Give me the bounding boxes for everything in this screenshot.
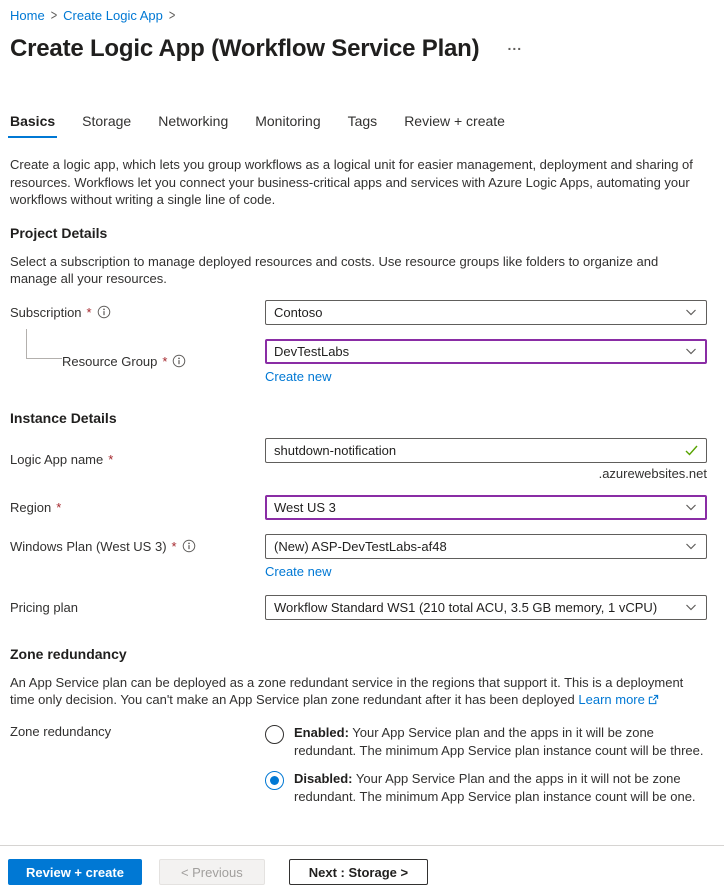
- chevron-down-icon: [684, 539, 698, 553]
- info-icon[interactable]: [172, 354, 186, 368]
- learn-more-label: Learn more: [578, 692, 645, 707]
- tab-basics[interactable]: Basics: [10, 113, 55, 138]
- option-disabled-description: Your App Service Plan and the apps in it will not be zone redundant. The minimum App Service plan instance count will be one.: [294, 770, 696, 804]
- resource-group-dropdown[interactable]: [265, 339, 707, 364]
- required-marker: *: [162, 353, 168, 369]
- required-marker: *: [56, 499, 62, 515]
- chevron-down-icon: [684, 305, 698, 319]
- tab-tags[interactable]: Tags: [347, 113, 378, 129]
- radio-button-icon: [265, 725, 284, 744]
- learn-more-link[interactable]: [578, 692, 658, 707]
- hierarchy-connector-line: [26, 329, 62, 359]
- option-enabled-text: [294, 724, 705, 760]
- title-row: [10, 35, 707, 63]
- resource-group-row: [10, 339, 707, 384]
- resource-group-value: DevTestLabs: [274, 343, 350, 359]
- tab-storage[interactable]: Storage: [82, 113, 132, 129]
- domain-suffix: .azurewebsites.net: [598, 465, 707, 481]
- pricing-plan-dropdown[interactable]: [265, 595, 707, 620]
- radio-button-icon: [265, 771, 284, 790]
- tab-review-create[interactable]: Review + create: [404, 113, 505, 129]
- windows-plan-value: (New) ASP-DevTestLabs-af48: [274, 538, 447, 554]
- tab-monitoring[interactable]: Monitoring: [255, 113, 321, 129]
- intro-text: Create a logic app, which lets you group workflows as a logical unit for easier management, deployment and sharing of resources. Workflows let you connect your business-critical apps and services with Azure Logic Apps, automating your workflows without writing a single line of code.: [10, 157, 693, 207]
- option-enabled-name: Enabled:: [294, 724, 349, 740]
- windows-plan-label: Windows Plan (West US 3): [10, 538, 167, 554]
- info-icon[interactable]: [182, 539, 196, 553]
- option-enabled-description: Your App Service plan and the apps in it will be zone redundant. The minimum App Service plan instance count will be three.: [294, 724, 704, 758]
- chevron-down-icon: [684, 344, 698, 358]
- resource-group-label: Resource Group: [62, 353, 158, 369]
- required-marker: *: [171, 538, 177, 554]
- subscription-label: Subscription: [10, 304, 82, 320]
- zone-redundancy-label: Zone redundancy: [10, 723, 112, 739]
- subscription-dropdown[interactable]: [265, 300, 707, 325]
- page-title: Create Logic App (Workflow Service Plan): [10, 35, 480, 62]
- zone-redundancy-row: [10, 724, 707, 806]
- subscription-row: [10, 300, 707, 325]
- section-heading-project-details: Project Details: [10, 224, 108, 241]
- logic-app-name-row: [10, 438, 707, 481]
- windows-plan-row: [10, 534, 707, 579]
- zone-redundancy-description: [10, 674, 707, 710]
- more-options-icon[interactable]: ...: [507, 37, 523, 53]
- breadcrumb-link-create-logic-app[interactable]: Create Logic App: [63, 8, 163, 23]
- wizard-footer: [0, 845, 724, 892]
- section-heading-zone-redundancy: Zone redundancy: [10, 645, 127, 662]
- project-details-description: Select a subscription to manage deployed resources and costs. Use resource groups like folders to organize and manage all your resources.: [10, 253, 659, 286]
- zone-redundancy-form: [10, 724, 707, 806]
- pricing-plan-row: [10, 595, 707, 620]
- option-disabled-name: Disabled:: [294, 770, 353, 786]
- region-value: West US 3: [274, 499, 336, 515]
- external-link-icon: [648, 692, 659, 710]
- resource-group-create-new-link[interactable]: Create new: [265, 368, 332, 384]
- breadcrumb: [10, 8, 707, 23]
- pricing-plan-label: Pricing plan: [10, 599, 78, 615]
- breadcrumb-separator-icon: >: [168, 7, 176, 24]
- next-storage-button[interactable]: Next : Storage >: [289, 859, 428, 885]
- option-disabled-text: [294, 770, 705, 806]
- chevron-down-icon: [684, 500, 698, 514]
- zone-redundancy-option-disabled[interactable]: [265, 770, 705, 806]
- valid-check-icon: [685, 444, 698, 457]
- tab-bar: [10, 113, 707, 139]
- windows-plan-dropdown[interactable]: [265, 534, 707, 559]
- logic-app-name-label: Logic App name: [10, 451, 104, 467]
- zone-redundancy-radio-group: [265, 724, 705, 806]
- project-details-form: [10, 300, 707, 384]
- region-dropdown[interactable]: [265, 495, 707, 520]
- previous-button[interactable]: < Previous: [159, 859, 265, 885]
- breadcrumb-link-home[interactable]: Home: [10, 8, 45, 23]
- zone-redundancy-option-enabled[interactable]: [265, 724, 705, 760]
- pricing-plan-value: Workflow Standard WS1 (210 total ACU, 3.5 GB memory, 1 vCPU): [274, 599, 658, 615]
- section-heading-instance-details: Instance Details: [10, 409, 117, 426]
- region-row: [10, 495, 707, 520]
- logic-app-name-value: shutdown-notification: [274, 442, 397, 458]
- info-icon[interactable]: [97, 305, 111, 319]
- review-create-button[interactable]: Review + create: [8, 859, 142, 885]
- breadcrumb-separator-icon: >: [50, 7, 58, 24]
- subscription-value: Contoso: [274, 304, 323, 320]
- tab-networking[interactable]: Networking: [158, 113, 229, 129]
- region-label: Region: [10, 499, 52, 515]
- required-marker: *: [86, 304, 92, 320]
- chevron-down-icon: [684, 600, 698, 614]
- required-marker: *: [108, 451, 114, 467]
- zone-redundancy-description-text: An App Service plan can be deployed as a zone redundant service in the regions that support it. This is a deployment time only decision. You can't make an App Service plan zone redundant after it has been deployed: [10, 674, 684, 707]
- windows-plan-create-new-link[interactable]: Create new: [265, 563, 332, 579]
- instance-details-form: [10, 438, 707, 620]
- logic-app-name-input[interactable]: [265, 438, 707, 463]
